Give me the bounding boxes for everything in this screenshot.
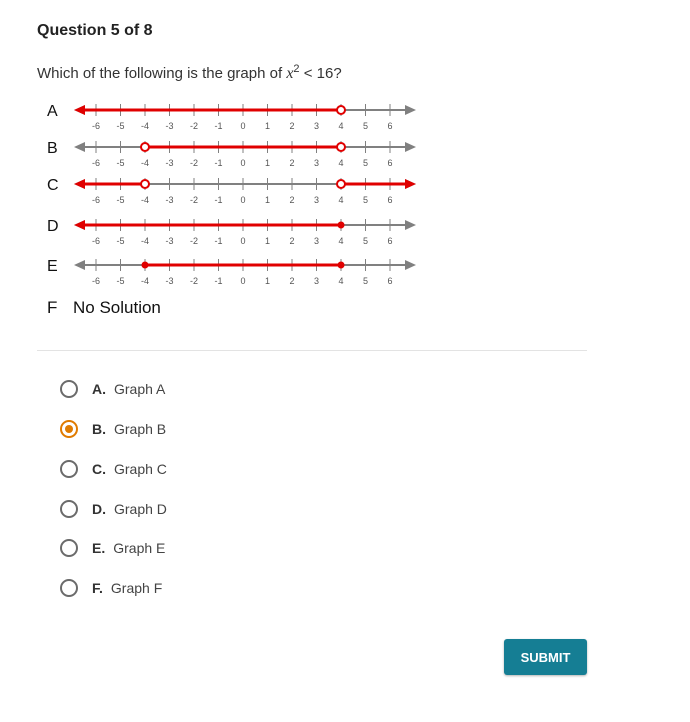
graph-b-open-point [337, 143, 345, 151]
graph-d-tick-label: -6 [91, 236, 101, 246]
graph-d-tick-label: -5 [116, 236, 125, 246]
graph-c-tick-label: -5 [116, 195, 125, 205]
graph-c-tick-label: 4 [338, 195, 344, 205]
graph-d-tick-label: -1 [214, 236, 223, 246]
graph-a-tick-label: 5 [362, 121, 369, 131]
prompt-post: < 16? [299, 65, 342, 82]
graph-a-tick-label: -1 [214, 121, 223, 131]
graph-e-tick-label: -1 [214, 276, 223, 286]
graph-c-tick-label: 5 [362, 195, 369, 205]
graph-a-tick-label: 1 [264, 121, 271, 131]
graph-a-tick-label: -4 [140, 121, 150, 131]
graph-e-tick-label: 3 [313, 276, 320, 286]
graph-a-tick-label: -6 [91, 121, 101, 131]
graph-d-tick-label: 6 [387, 236, 393, 246]
choice-b-letter: B. [92, 421, 106, 437]
graph-b-tick-label: -1 [214, 158, 223, 168]
radio-a[interactable] [60, 380, 78, 398]
graph-d-red-arrow [74, 220, 85, 230]
graph-c-tick-label: -1 [214, 195, 223, 205]
graph-e-tick-label: 2 [289, 276, 295, 286]
graph-a-right-arrow [405, 105, 416, 115]
graph-c-tick-label: -4 [140, 195, 150, 205]
graph-e-tick-label: 0 [240, 276, 246, 286]
graph-b-tick-label: -3 [165, 158, 174, 168]
question-prompt [37, 63, 342, 83]
graph-e-closed-point [338, 262, 345, 269]
choice-d[interactable] [60, 497, 167, 521]
graph-d-tick-label: -3 [165, 236, 174, 246]
graph-a-tick-label: 2 [289, 121, 295, 131]
choice-c-letter: C. [92, 461, 106, 477]
choice-a-label: Graph A [114, 381, 166, 397]
graph-f-letter: F [47, 298, 58, 317]
choice-b[interactable] [60, 417, 166, 441]
graph-b-tick-label: -4 [140, 158, 150, 168]
divider [37, 350, 587, 351]
graph-d-tick-label: 5 [362, 236, 369, 246]
graph-c-letter: C [47, 177, 59, 194]
graph-d-tick-label: -4 [140, 236, 150, 246]
graph-e-tick-label: 6 [387, 276, 393, 286]
graph-e-letter: E [47, 258, 58, 275]
prompt-pre: Which of the following is the graph of [37, 65, 287, 82]
graph-d-tick-label: 1 [264, 236, 271, 246]
graph-c-left-ray-arrow [74, 179, 85, 189]
graph-d-closed-point [338, 222, 345, 229]
graph-f-no-solution: No Solution [73, 298, 161, 317]
graph-b-left-arrow [74, 142, 85, 152]
graph-b-tick-label: 4 [338, 158, 344, 168]
graph-b-tick-label: 6 [387, 158, 393, 168]
choice-e-label: Graph E [113, 540, 166, 556]
graph-b-tick-label: -5 [116, 158, 125, 168]
graph-e-tick-label: -5 [116, 276, 125, 286]
radio-b[interactable] [60, 420, 78, 438]
graph-b-tick-label: 5 [362, 158, 369, 168]
graph-e-tick-label: 5 [362, 276, 369, 286]
choice-b-label: Graph B [114, 421, 167, 437]
graph-a-tick-label: -2 [189, 121, 199, 131]
graph-a-tick-label: 4 [338, 121, 344, 131]
choice-f-label: Graph F [110, 580, 163, 596]
prompt-variable: x [286, 65, 294, 82]
choice-f-letter: F. [92, 580, 103, 596]
graph-e-tick-label: -3 [165, 276, 174, 286]
graph-e-tick-label: 4 [338, 276, 344, 286]
graph-d-tick-label: 2 [289, 236, 295, 246]
graph-d-tick-label: -2 [189, 236, 199, 246]
radio-f[interactable] [60, 579, 78, 597]
submit-button[interactable]: SUBMIT [504, 639, 587, 675]
graph-e-tick-label: -6 [91, 276, 101, 286]
graph-d-right-arrow [405, 220, 416, 230]
graph-b-open-point [141, 143, 149, 151]
graph-a-letter: A [47, 103, 58, 120]
graph-c-tick-label: -6 [91, 195, 101, 205]
graph-b-tick-label: -2 [189, 158, 199, 168]
graph-d-tick-label: 0 [240, 236, 246, 246]
graph-e-tick-label: 1 [264, 276, 271, 286]
graph-a-red-arrow [74, 105, 85, 115]
choice-e[interactable] [60, 536, 165, 560]
graph-c-tick-label: 3 [313, 195, 320, 205]
graph-c-tick-label: -2 [189, 195, 199, 205]
graph-a-tick-label: -3 [165, 121, 174, 131]
graph-b-tick-label: 3 [313, 158, 320, 168]
graph-c-tick-label: 6 [387, 195, 393, 205]
radio-c[interactable] [60, 460, 78, 478]
graph-b-tick-label: 1 [264, 158, 271, 168]
graph-a-open-point [337, 106, 345, 114]
graph-c-right-ray-arrow [405, 179, 416, 189]
graph-e-left-arrow [74, 260, 85, 270]
graph-c-tick-label: 2 [289, 195, 295, 205]
choice-a[interactable] [60, 377, 165, 401]
graph-d-letter: D [47, 218, 59, 235]
graph-c-tick-label: 0 [240, 195, 246, 205]
graph-b-tick-label: 0 [240, 158, 246, 168]
graph-e-tick-label: -2 [189, 276, 199, 286]
graph-c-tick-label: -3 [165, 195, 174, 205]
choice-c[interactable] [60, 457, 167, 481]
choice-a-letter: A. [92, 381, 106, 397]
graph-c-open-point [337, 180, 345, 188]
prompt-exponent: 2 [293, 63, 300, 75]
choice-e-letter: E. [92, 540, 106, 556]
number-line-graphs [44, 99, 424, 324]
question-header: Question 5 of 8 [37, 22, 153, 39]
graph-a-tick-label: 0 [240, 121, 246, 131]
graph-e-right-arrow [405, 260, 416, 270]
graph-a-tick-label: 3 [313, 121, 320, 131]
choice-f[interactable] [60, 576, 162, 600]
graph-d-tick-label: 4 [338, 236, 344, 246]
graph-b-tick-label: -6 [91, 158, 101, 168]
graph-b-tick-label: 2 [289, 158, 295, 168]
graph-d-tick-label: 3 [313, 236, 320, 246]
graph-a-tick-label: 6 [387, 121, 393, 131]
graph-e-tick-label: -4 [140, 276, 150, 286]
choice-c-label: Graph C [114, 461, 167, 477]
choice-d-label: Graph D [114, 501, 167, 517]
graph-c-open-point [141, 180, 149, 188]
graph-b-right-arrow [405, 142, 416, 152]
graph-e-closed-point [142, 262, 149, 269]
radio-e[interactable] [60, 539, 78, 557]
graph-c-tick-label: 1 [264, 195, 271, 205]
graph-b-letter: B [47, 140, 58, 157]
radio-d[interactable] [60, 500, 78, 518]
choice-d-letter: D. [92, 501, 106, 517]
graph-a-tick-label: -5 [116, 121, 125, 131]
